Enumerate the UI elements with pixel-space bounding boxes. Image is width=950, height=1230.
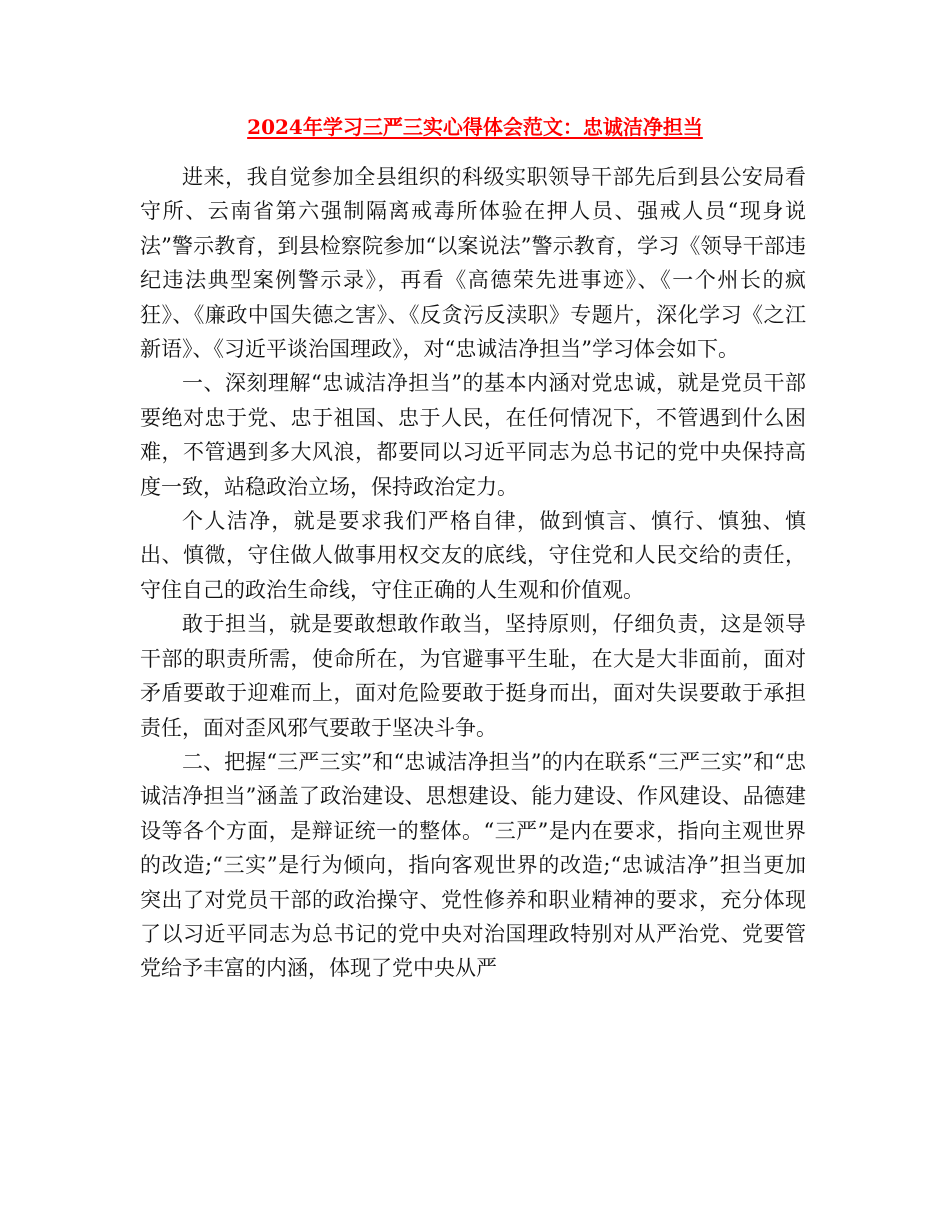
paragraph: 敢于担当，就是要敢想敢作敢当，坚持原则，仔细负责，这是领导干部的职责所需，使命所在，为官避事平生耻，在大是大非面前，面对矛盾要敢于迎难而上，面对危险要敢于挺身而出，面对失误要敢于承担责任，面对歪风邪气要敢于坚决斗争。 xyxy=(140,612,806,740)
document-title: 2024年学习三严三实心得体会范文：忠诚洁净担当 xyxy=(247,115,703,139)
paragraph: 进来，我自觉参加全县组织的科级实职领导干部先后到县公安局看守所、云南省第六强制隔离戒毒所体验在押人员、强戒人员“现身说法”警示教育，到县检察院参加“以案说法”警示教育，学习《领导干部违纪违法典型案例警示录》，再看《高德荣先进事迹》、《一个州长的疯狂》、《廉政中国失德之害》、《反贪污反渎职》专题片，深化学习《之江新语》、《习近平谈治国理政》，对“忠诚洁净担当”学习体会如下。 xyxy=(140,165,806,362)
document-body xyxy=(140,160,806,986)
paragraph: 二、把握“三严三实”和“忠诚洁净担当”的内在联系“三严三实”和“忠诚洁净担当”涵盖了政治建设、思想建设、能力建设、作风建设、品德建设等各个方面，是辩证统一的整体。“三严”是内在要求，指向主观世界的改造;“三实”是行为倾向，指向客观世界的改造;“忠诚洁净”担当更加突出了对党员干部的政治操守、党性修养和职业精神的要求，充分体现了以习近平同志为总书记的党中央对治国理政特别对从严治党、党要管党给予丰富的内涵，体现了党中央从严 xyxy=(140,749,806,981)
paragraph: 个人洁净，就是要求我们严格自律，做到慎言、慎行、慎独、慎出、慎微，守住做人做事用权交友的底线，守住党和人民交给的责任，守住自己的政治生命线，守住正确的人生观和价值观。 xyxy=(140,509,806,602)
paragraph: 一、深刻理解“忠诚洁净担当”的基本内涵对党忠诚，就是党员干部要绝对忠于党、忠于祖国、忠于人民，在任何情况下，不管遇到什么困难，不管遇到多大风浪，都要同以习近平同志为总书记的党中央保持高度一致，站稳政治立场，保持政治定力。 xyxy=(140,371,806,499)
